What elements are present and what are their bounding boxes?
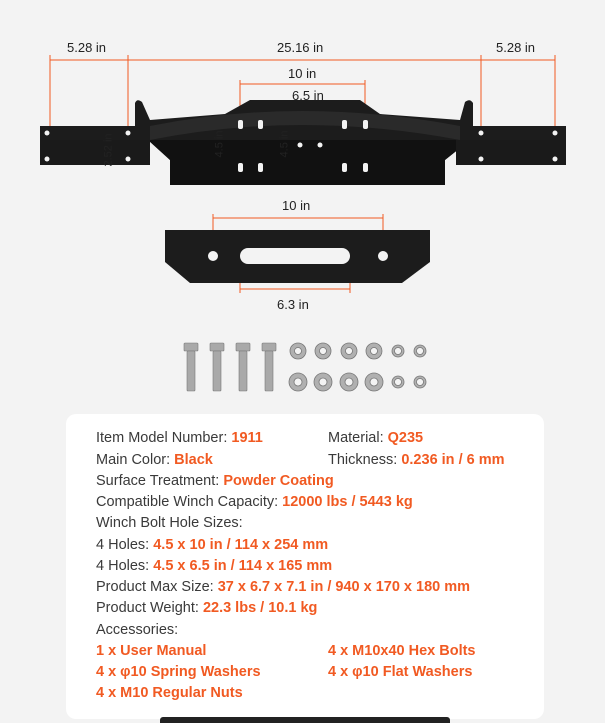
spec-material: Material: Q235 — [328, 430, 424, 446]
spec-holes-1: 4 Holes: 4.5 x 10 in / 114 x 254 mm — [96, 537, 329, 553]
bottom-bar — [160, 717, 450, 723]
dim-end-height: 2.52 in — [102, 133, 115, 167]
spec-thickness: Thickness: 0.236 in / 6 mm — [328, 452, 505, 468]
mount-plate — [40, 100, 566, 185]
dim-right-hole-height: 4.5 in — [278, 130, 291, 158]
accessory-nuts: 4 x M10 Regular Nuts — [96, 685, 243, 701]
nuts-and-washers — [289, 343, 426, 391]
hex-bolts — [184, 343, 276, 391]
spec-accessories: Accessories: — [96, 622, 179, 638]
spec-holes-2: 4 Holes: 4.5 x 6.5 in / 114 x 165 mm — [96, 558, 333, 574]
accessory-manual: 1 x User Manual — [96, 643, 207, 659]
accessory-flat-washers: 4 x φ10 Flat Washers — [328, 664, 473, 680]
dim-left-hole-height: 4.5 in — [213, 130, 226, 158]
accessory-spring-washers: 4 x φ10 Spring Washers — [96, 664, 261, 680]
spec-bolt-holes: Winch Bolt Hole Sizes: — [96, 515, 243, 531]
accessory-bolts: 4 x M10x40 Hex Bolts — [328, 643, 476, 659]
dim-inner-hole-spacing: 6.5 in — [292, 88, 324, 103]
dim-right-width: 5.28 in — [496, 40, 536, 55]
spec-max-size: Product Max Size: 37 x 6.7 x 7.1 in / 940 x 170 x 180 mm — [96, 579, 471, 595]
spec-model: Item Model Number: 1911 — [96, 430, 263, 446]
spec-weight: Product Weight: 22.3 lbs / 10.1 kg — [96, 600, 318, 616]
spec-surface: Surface Treatment: Powder Coating — [96, 473, 334, 489]
fairlead-plate — [165, 230, 430, 283]
dim-total-width: 25.16 in — [277, 40, 324, 55]
spec-color: Main Color: Black — [96, 452, 213, 468]
spec-capacity: Compatible Winch Capacity: 12000 lbs / 5443 kg — [96, 494, 413, 510]
spec-card — [66, 414, 544, 719]
dim-left-width: 5.28 in — [67, 40, 107, 55]
dim-fairlead-slot-width: 6.3 in — [277, 297, 309, 312]
dim-fairlead-hole-spacing: 10 in — [282, 198, 311, 213]
dim-outer-hole-spacing: 10 in — [288, 66, 317, 81]
